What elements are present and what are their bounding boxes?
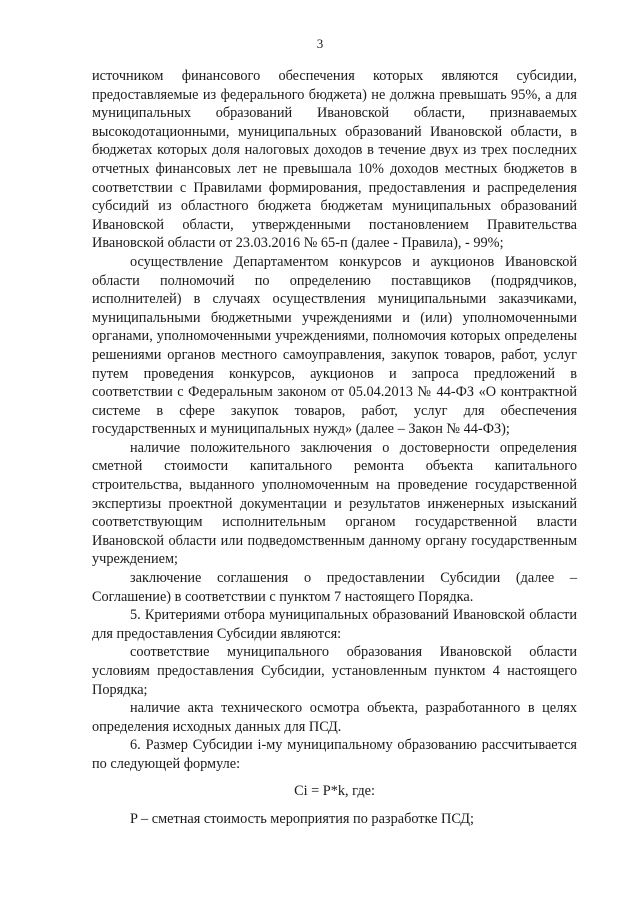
subsidy-formula: Ci = P*k, где:	[294, 782, 375, 799]
page-number: 3	[316, 36, 324, 51]
paragraph-continuation-percent-limits: источником финансового обеспечения которых являются субсидии, предоставляемые из федерального бюджета) не должна превышать 95%, а для муниципальных образований Ивановской области, признаваемых высокодотационными, муниципальных образований Ивановской области, в бюджетах которых доля налоговых доходов в течение двух из трех последних отчетных финансовых лет не превышала 10% доходов местных бюджетов в соответствии с Правилами формирования, предоставления и распределения субсидий из областного бюджета бюджетам муниципальных образований Ивановской области, утвержденными постановлением Правительства Ивановской области от 23.03.2016 № 65-п (далее - Правила), - 99%;	[92, 68, 577, 252]
paragraph-selection-criteria: 5. Критериями отбора муниципальных образований Ивановской области для предоставления Субсидии являются:	[92, 607, 577, 642]
paragraph-expert-conclusion: наличие положительного заключения о достоверности определения сметной стоимости капитального ремонта объекта капитального строительства, выданного уполномоченным на проведение государственной экспертизы проектной документации и результатов инженерных изысканий соответствующим исполнительным органом государственной власти Ивановской области или подведомственным данному органу государственным учреждением;	[92, 439, 577, 568]
paragraph-formula-definition-p: P – сметная стоимость мероприятия по разработке ПСД;	[130, 811, 474, 828]
paragraph-agreement: заключение соглашения о предоставлении Субсидии (далее – Соглашение) в соответствии с пунктом 7 настоящего Порядка.	[92, 570, 577, 605]
paragraph-criterion-conditions: соответствие муниципального образования Ивановской области условиям предоставления Субсидии, установленным пунктом 4 настоящего Порядка;	[92, 644, 577, 698]
paragraph-criterion-inspection-act: наличие акта технического осмотра объекта, разработанного в целях определения исходных данных для ПСД.	[92, 700, 577, 735]
document-body	[92, 67, 577, 829]
paragraph-subsidy-size: 6. Размер Субсидии i-му муниципальному образованию рассчитывается по следующей формуле:	[92, 737, 577, 772]
paragraph-procurement-authority: осуществление Департаментом конкурсов и аукционов Ивановской области полномочий по определению поставщиков (подрядчиков, исполнителей) в случаях осуществления муниципальными заказчиками, муниципальными бюджетными учреждениями и (или) уполномоченными органами, уполномоченными учреждениями, полномочия которых определены решениями органов местного самоуправления, закупок товаров, работ, услуг путем проведения конкурсов, аукционов и запроса предложений в соответствии с Федеральным законом от 05.04.2013 № 44-ФЗ «О контрактной системе в сфере закупок товаров, работ, услуг для обеспечения государственных и муниципальных нужд» (далее – Закон № 44-ФЗ);	[92, 253, 577, 438]
